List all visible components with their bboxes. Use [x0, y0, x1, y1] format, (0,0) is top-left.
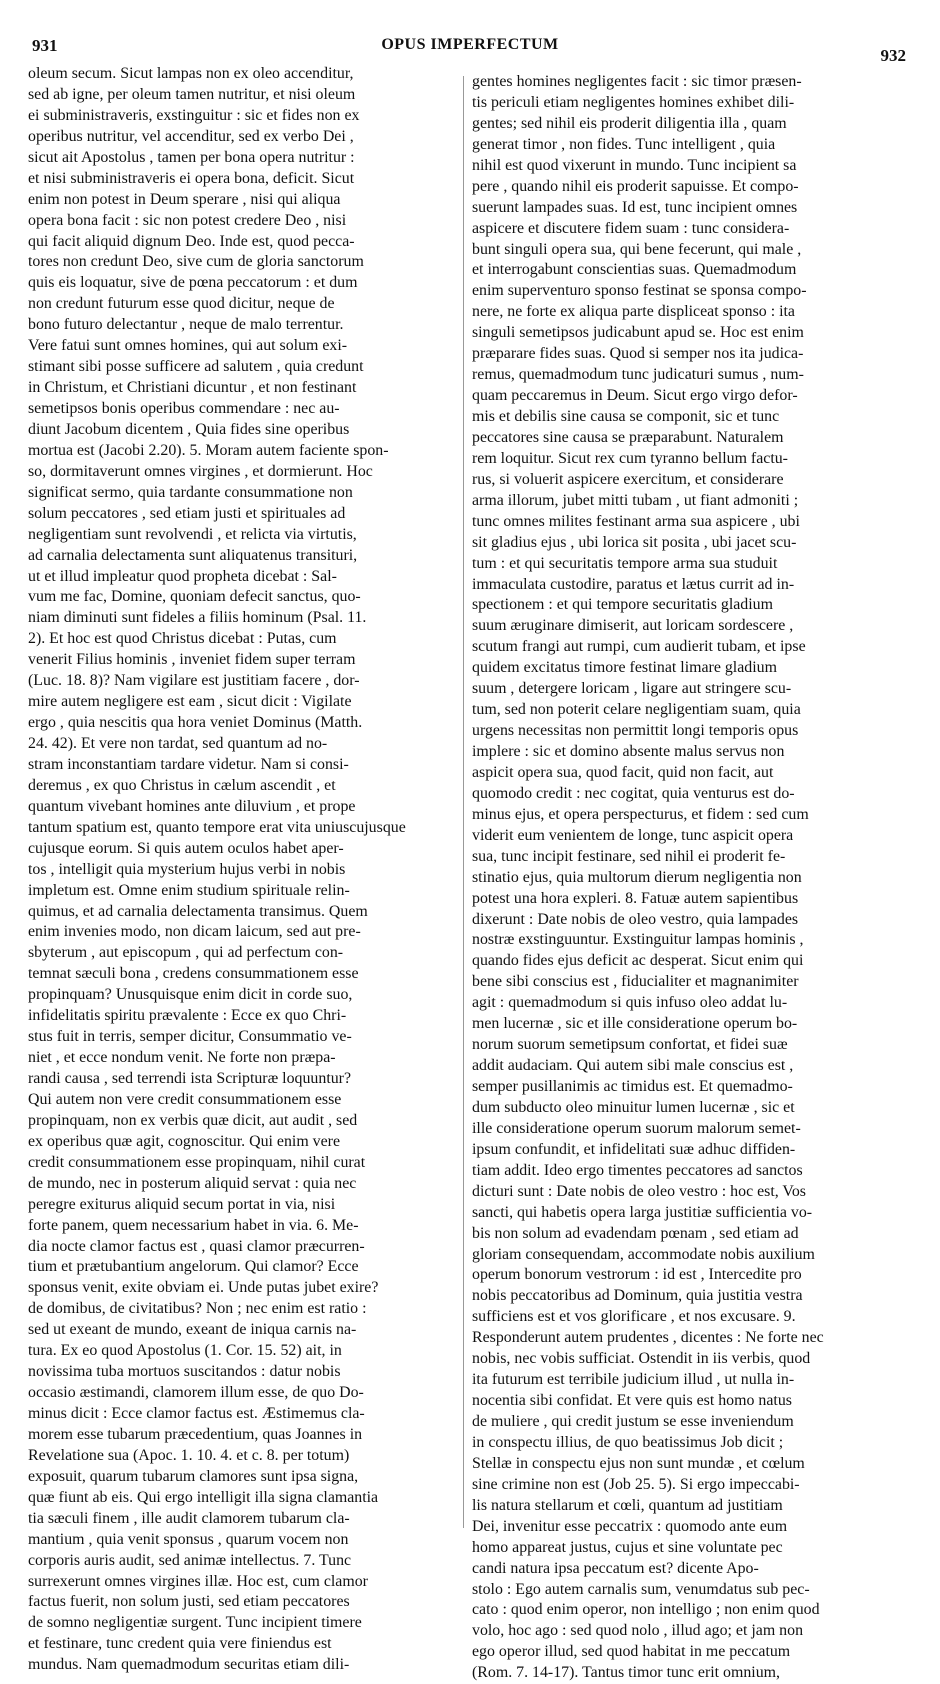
- text-line: sufficiens est et vos glorificare , et nos excusare. 9.: [472, 1308, 796, 1326]
- text-line: Stellæ in conspectu ejus non sunt mundæ , et cœlum: [472, 1454, 805, 1472]
- text-line: exposuit, quarum tubarum clamores sunt ipsa signa,: [28, 1467, 359, 1485]
- text-line: peregre exiturus aliquid secum portat in via, nisi: [28, 1195, 336, 1213]
- text-line: nocentia sibi confidat. Et vere quis est homo natus: [472, 1392, 792, 1410]
- text-line: tos , intelligit quia mysterium hujus verbi in nobis: [28, 860, 346, 878]
- text-line: ex operibus quæ agit, cognoscitur. Qui enim vere: [28, 1132, 341, 1150]
- text-line: et nisi subministraveris ei opera bona, deficit. Sicut: [28, 169, 355, 187]
- running-title: OPUS IMPERFECTUM: [381, 36, 559, 53]
- text-line: enim superventuro sponso festinat se sponsa compo-: [472, 282, 807, 300]
- text-line: factus fuerit, non solum justi, sed etiam peccatores: [28, 1593, 350, 1611]
- text-line: (Luc. 18. 8)? Nam vigilare est justitiam facere , dor-: [28, 672, 360, 690]
- text-line: quam peccaremus in Deum. Sicut ergo virgo defor-: [472, 387, 798, 405]
- text-line: tum : et qui securitatis tempore arma sua studuit: [472, 554, 778, 572]
- text-line: dicturi sunt : Date nobis de oleo vestro : hoc est, Vos: [472, 1182, 806, 1200]
- text-line: rem loquitur. Sicut rex cum tyranno bellum factu-: [472, 449, 788, 467]
- text-line: stram inconstantiam tardare videtur. Nam si consi-: [28, 755, 349, 773]
- text-line: operibus nutritur, vel accenditur, sed ex verbo Dei ,: [28, 127, 354, 145]
- text-line: tum, sed non poterit celare negligentiam suam, quia: [472, 701, 801, 719]
- text-line: aspicit opera sua, quod facit, quid non facit, aut: [472, 763, 774, 781]
- text-line: et festinare, tunc credent quia vere finiendus est: [28, 1635, 332, 1653]
- text-line: infidelitatis spiritu prævalente : Ecce ex quo Chri-: [28, 1007, 347, 1025]
- text-line: tia sæculi finem , ille audit clamorem tubarum cla-: [28, 1509, 350, 1527]
- text-line: mire autem negligere est eam , sicut dicit : Vigilate: [28, 693, 352, 711]
- text-line: suerunt lampades suas. Id est, tunc incipient omnes: [472, 198, 798, 216]
- text-line: tunc omnes milites festinant arma sua aspicere , ubi: [472, 512, 800, 530]
- text-line: tantum spatium est, quanto tempore erat vita uniuscujusque: [28, 818, 406, 836]
- text-line: Revelatione sua (Apoc. 1. 10. 4. et c. 8. per totum): [28, 1446, 350, 1464]
- text-line: urgens necessitas non permittit longi temporis opus: [472, 722, 799, 740]
- text-line: men lucernæ , sic et ille consideratione operum bo-: [472, 1015, 798, 1033]
- text-line: so, dormitaverunt omnes virgines , et dormierunt. Hoc: [28, 462, 373, 480]
- left-column: [28, 64, 454, 1674]
- text-line: tiam addit. Ideo ergo timentes peccatores ad sanctos: [472, 1161, 803, 1179]
- text-line: ut et illud impleatur quod propheta dicebat : Sal-: [28, 567, 337, 585]
- right-column: [472, 72, 906, 1682]
- text-line: cato : quod enim operor, non intelligo ; non enim quod: [472, 1601, 820, 1619]
- text-line: occasio æstimandi, clamorem illum esse, de quo Do-: [28, 1384, 364, 1402]
- text-line: ergo , quia nescitis qua hora veniet Dominus (Matth.: [28, 714, 363, 732]
- text-line: ille consideratione operum suorum malorum semet-: [472, 1119, 801, 1137]
- text-line: semetipsos bonis operibus commendare : nec au-: [28, 400, 340, 417]
- text-line: sicut ait Apostolus , tamen per bona opera nutritur :: [28, 148, 355, 166]
- text-line: præparare fides suas. Quod si semper nos ita judica-: [472, 345, 804, 363]
- text-line: stus fuit in terris, semper dicitur, Consummatio ve-: [28, 1028, 352, 1046]
- text-line: vum me fac, Domine, quoniam defecit sanctus, quo-: [28, 588, 361, 606]
- text-line: dia nocte clamor factus est , quasi clamor præcurren-: [28, 1237, 365, 1255]
- text-line: minus dicit : Ecce clamor factus est. Æstimemus cla-: [28, 1405, 365, 1422]
- text-line: Vere fatui sunt omnes homines, qui aut solum exi-: [28, 337, 348, 355]
- text-line: quidem excitatus timore festinat limare gladium: [472, 659, 777, 677]
- text-line: venerit Filius hominis , inveniet fidem super terram: [28, 651, 356, 669]
- text-line: Responderunt autem prudentes , dicentes : Ne forte nec: [472, 1329, 824, 1347]
- text-line: (Rom. 7. 14-17). Tantus timor tunc erit omnium,: [472, 1664, 780, 1682]
- text-line: nere, ne forte ex aliqua parte displiceat sponso : ita: [472, 303, 795, 321]
- text-line: suum æruginare dimiserit, aut loricam sordescere ,: [472, 617, 794, 635]
- text-line: bis non solum ad evadendam pœnam , sed etiam ad: [472, 1224, 799, 1242]
- text-line: pere , quando nihil eis proderit sapuisse. Et compo-: [472, 177, 799, 195]
- text-line: sbyterum , aut episcopum , qui ad perfectum con-: [28, 944, 344, 962]
- text-line: sponsus venit, exite obviam ei. Unde putas jubet exire?: [28, 1279, 379, 1297]
- text-line: viderit eum venientem de longe, tunc aspicit opera: [472, 826, 794, 844]
- text-line: propinquam, non ex verbis quæ dicit, aut audit , sed: [28, 1111, 358, 1129]
- text-line: randi causa , sed terrendi ista Scripturæ loquuntur?: [28, 1070, 352, 1087]
- text-line: solum peccatores , sed etiam justi et spirituales ad: [28, 504, 346, 522]
- text-line: addit audaciam. Qui autem sibi male conscius est ,: [472, 1057, 794, 1075]
- text-line: stolo : Ego autem carnalis sum, venumdatus sub pec-: [472, 1580, 810, 1598]
- text-line: nihil est quod vixerunt in mundo. Tunc incipient sa: [472, 156, 797, 174]
- text-line: credit consummationem esse propinquam, nihil curat: [28, 1153, 366, 1171]
- text-line: norum suorum semetipsum confortat, et fidei suæ: [472, 1036, 788, 1054]
- text-line: Dei, invenitur esse peccatrix : quomodo ante eum: [472, 1517, 788, 1535]
- text-line: sit gladius ejus , ubi lorica sit posita , ubi jacet scu-: [472, 533, 797, 551]
- text-line: scutum frangi aut rumpi, cum audierit tubam, et ipse: [472, 638, 806, 656]
- text-line: gentes homines negligentes facit : sic timor præsen-: [472, 73, 802, 90]
- text-line: aspicere et discutere fidem suam : tunc considera-: [472, 219, 790, 237]
- text-line: quomodo credit : nec cogitat, quia venturus est do-: [472, 784, 795, 802]
- text-line: remus, quemadmodum tunc judicaturi sumus , num-: [472, 366, 804, 384]
- text-line: tis periculi etiam negligentes homines exhibet dili-: [472, 93, 795, 111]
- text-line: nostræ exstinguuntur. Exstinguitur lampas hominis ,: [472, 931, 804, 949]
- text-line: dum subducto oleo minuitur lumen lucernæ , sic et: [472, 1098, 795, 1116]
- text-line: sed ab igne, per oleum tamen nutritur, et nisi oleum: [28, 85, 356, 103]
- text-line: sua, tunc incipit festinare, sed nihil ei proderit fe-: [472, 847, 786, 865]
- text-line: Qui autem non vere credit consummationem esse: [28, 1090, 342, 1108]
- text-line: bono futuro delectantur , neque de malo terrentur.: [28, 316, 344, 334]
- text-line: semper pusillanimis ac timidus est. Et quemadmo-: [472, 1078, 793, 1095]
- text-line: ad carnalia delectamenta sunt aliquatenus transituri,: [28, 546, 358, 564]
- text-line: propinquam? Unusquisque enim dicit in corde suo,: [28, 986, 353, 1004]
- text-line: rus, si voluerit aspicere exercitum, et considerare: [472, 470, 784, 488]
- text-line: mortua est (Jacobi 2.20). 5. Moram autem faciente spon-: [28, 441, 389, 459]
- text-line: implere : sic et domino absente malus servus non: [472, 743, 785, 760]
- text-line: oleum secum. Sicut lampas non ex oleo accenditur,: [28, 65, 354, 82]
- text-line: nobis, nec vobis sufficiat. Ostendit in iis verbis, quod: [472, 1350, 811, 1368]
- text-line: negligentiam sunt revolvendi , et relicta via virtutis,: [28, 525, 357, 543]
- text-line: suum , detergere loricam , ligare aut stringere scu-: [472, 680, 792, 698]
- text-line: agit : quemadmodum si quis infuso oleo addat lu-: [472, 994, 788, 1012]
- text-line: morem esse tubarum præcedentium, quas Joannes in: [28, 1425, 363, 1443]
- text-line: et interrogabunt conscientias suas. Quemadmodum: [472, 261, 797, 279]
- text-line: sed ut exeant de mundo, exeant de iniqua carnis na-: [28, 1321, 357, 1339]
- text-line: potest una hora expleri. 8. Fatuæ autem sapientibus: [472, 889, 799, 907]
- text-line: ego operor illud, sed quod habitat in me peccatum: [472, 1643, 791, 1661]
- text-line: mundus. Nam quemadmodum securitas etiam dili-: [28, 1656, 350, 1674]
- text-line: qui facit aliquid dignum Deo. Inde est, quod pecca-: [28, 232, 355, 250]
- text-line: singuli semetipsos judicabunt apud se. Hoc est enim: [472, 324, 804, 342]
- text-line: deremus , ex quo Christus in cælum ascendit , et: [28, 776, 336, 794]
- text-line: operum bonorum vestrorum : id est , Intercedite pro: [472, 1266, 802, 1284]
- text-line: quæ fiunt ab eis. Qui ergo intelligit illa signa clamantia: [28, 1488, 379, 1506]
- text-line: bunt singuli opera sua, qui bene fecerunt, qui male ,: [472, 240, 802, 258]
- text-line: de muliere , qui credit justum se esse inveniendum: [472, 1413, 794, 1430]
- text-line: homo appareat justus, cujus et sine voluntate pec: [472, 1538, 783, 1556]
- text-line: 2). Et hoc est quod Christus dicebat : Putas, cum: [28, 630, 337, 648]
- text-line: mis et debilis sine causa se componit, sic et tunc: [472, 408, 780, 425]
- text-line: tores non credunt Deo, sive cum de gloria sanctorum: [28, 253, 364, 271]
- text-line: sine crimine non est (Job 25. 5). Si ergo impeccabi-: [472, 1475, 800, 1493]
- text-line: de domibus, de civitatibus? Non ; nec enim est ratio :: [28, 1300, 367, 1318]
- text-line: stimant sibi posse sufficere ad salutem , quia credunt: [28, 358, 364, 376]
- text-line: enim invenies modo, non dicam laicum, sed aut pre-: [28, 923, 361, 941]
- text-line: corporis auris audit, sed animæ intellectus. 7. Tunc: [28, 1551, 352, 1569]
- text-line: generat timor , non fides. Tunc intelligent , quia: [472, 135, 776, 153]
- text-line: 24. 42). Et vere non tardat, sed quantum ad no-: [28, 735, 328, 752]
- text-line: niam diminuti sunt fideles a filiis hominum (Psal. 11.: [28, 609, 367, 627]
- text-line: candi natura ipsa peccatum est? dicente Apo-: [472, 1559, 759, 1577]
- text-line: nobis peccatoribus ad Dominum, quia justitia vestra: [472, 1287, 803, 1305]
- right-page-number: 932: [880, 46, 906, 65]
- text-line: forte panem, quem necessarium habet in via. 6. Me-: [28, 1216, 359, 1234]
- text-line: surrexerunt omnes virgines illæ. Hoc est, cum clamor: [28, 1572, 368, 1590]
- text-line: immaculata custodire, paratus et lætus currit ad in-: [472, 575, 795, 593]
- text-line: cujusque eorum. Si quis autem oculos habet aper-: [28, 839, 344, 857]
- text-line: gentes; sed nihil eis proderit diligentia illa , quam: [472, 114, 787, 132]
- text-line: opera bona facit : sic non potest credere Deo , nisi: [28, 211, 347, 229]
- text-line: dixerunt : Date nobis de oleo vestro, quia lampades: [472, 910, 799, 928]
- text-line: non credunt futurum esse quod dicitur, neque de: [28, 295, 335, 313]
- text-line: tium et prætubantium angelorum. Qui clamor? Ecce: [28, 1258, 359, 1276]
- column-divider: [463, 76, 464, 1528]
- text-line: ipsum confundit, et infidelitati suæ adhuc diffiden-: [472, 1140, 796, 1158]
- text-line: impletum est. Omne enim studium spirituale relin-: [28, 881, 350, 899]
- text-line: bene sibi conscius est , fiducialiter et magnanimiter: [472, 973, 799, 991]
- text-line: lis natura stellarum et cœli, quantum ad justitiam: [472, 1496, 783, 1514]
- text-line: minus ejus, et opera perspecturus, et fidem : sed cum: [472, 805, 809, 823]
- text-line: temnat sæculi bona , credens consummationem esse: [28, 965, 359, 983]
- text-line: volo, hoc ago : sed quod nolo , illud ago; et jam non: [472, 1622, 804, 1640]
- text-line: quis eis loquatur, sive de pœna peccatorum : et dum: [28, 274, 358, 292]
- text-line: quantum vivebant homines ante diluvium , et prope: [28, 797, 356, 815]
- text-line: spectionem : et qui tempore securitatis gladium: [472, 596, 773, 614]
- text-line: enim non potest in Deum sperare , nisi qui aliqua: [28, 190, 341, 208]
- text-line: sancti, qui habetis opera larga justitiæ sufficientia vo-: [472, 1203, 813, 1221]
- text-line: mantium , quia venit sponsus , quarum vocem non: [28, 1530, 349, 1548]
- page-header: [30, 34, 910, 64]
- text-line: diunt Jacobum dicentem , Quia fides sine operibus: [28, 420, 350, 438]
- text-line: novissima tuba mortuos suscitandos : datur nobis: [28, 1363, 341, 1381]
- text-line: ita futurum est terribile judicium illud , ut nulla in-: [472, 1371, 795, 1389]
- text-line: quando fides ejus deficit ac desperat. Sicut enim qui: [472, 952, 804, 970]
- text-line: stinatio ejus, quia multorum dierum negligentia non: [472, 868, 802, 886]
- text-line: ei subministraveris, exstinguitur : sic et fides non ex: [28, 106, 360, 124]
- text-line: quimus, et ad carnalia delectamenta transimus. Quem: [28, 902, 368, 920]
- text-line: arma illorum, jubet mitti tubam , ut fiant admoniti ;: [472, 491, 799, 509]
- text-line: tura. Ex eo quod Apostolus (1. Cor. 15. 52) ait, in: [28, 1342, 342, 1360]
- text-line: in conspectu illius, de quo beatissimus Job dicit ;: [472, 1433, 784, 1451]
- text-line: peccatores sine causa se præparabunt. Naturalem: [472, 428, 784, 446]
- text-line: de mundo, nec in posterum aliquid servat : quia nec: [28, 1174, 357, 1192]
- text-line: de somno negligentiæ surgent. Tunc incipient timere: [28, 1614, 362, 1632]
- left-page-number: 931: [32, 36, 58, 55]
- text-line: in Christum, et Christiani dicuntur , et non festinant: [28, 379, 357, 397]
- text-line: niet , et ecce nondum venit. Ne forte non præpa-: [28, 1049, 336, 1067]
- text-line: significat sermo, quia tardante consummatione non: [28, 483, 353, 501]
- text-line: gloriam consequendam, accommodate nobis auxilium: [472, 1245, 815, 1263]
